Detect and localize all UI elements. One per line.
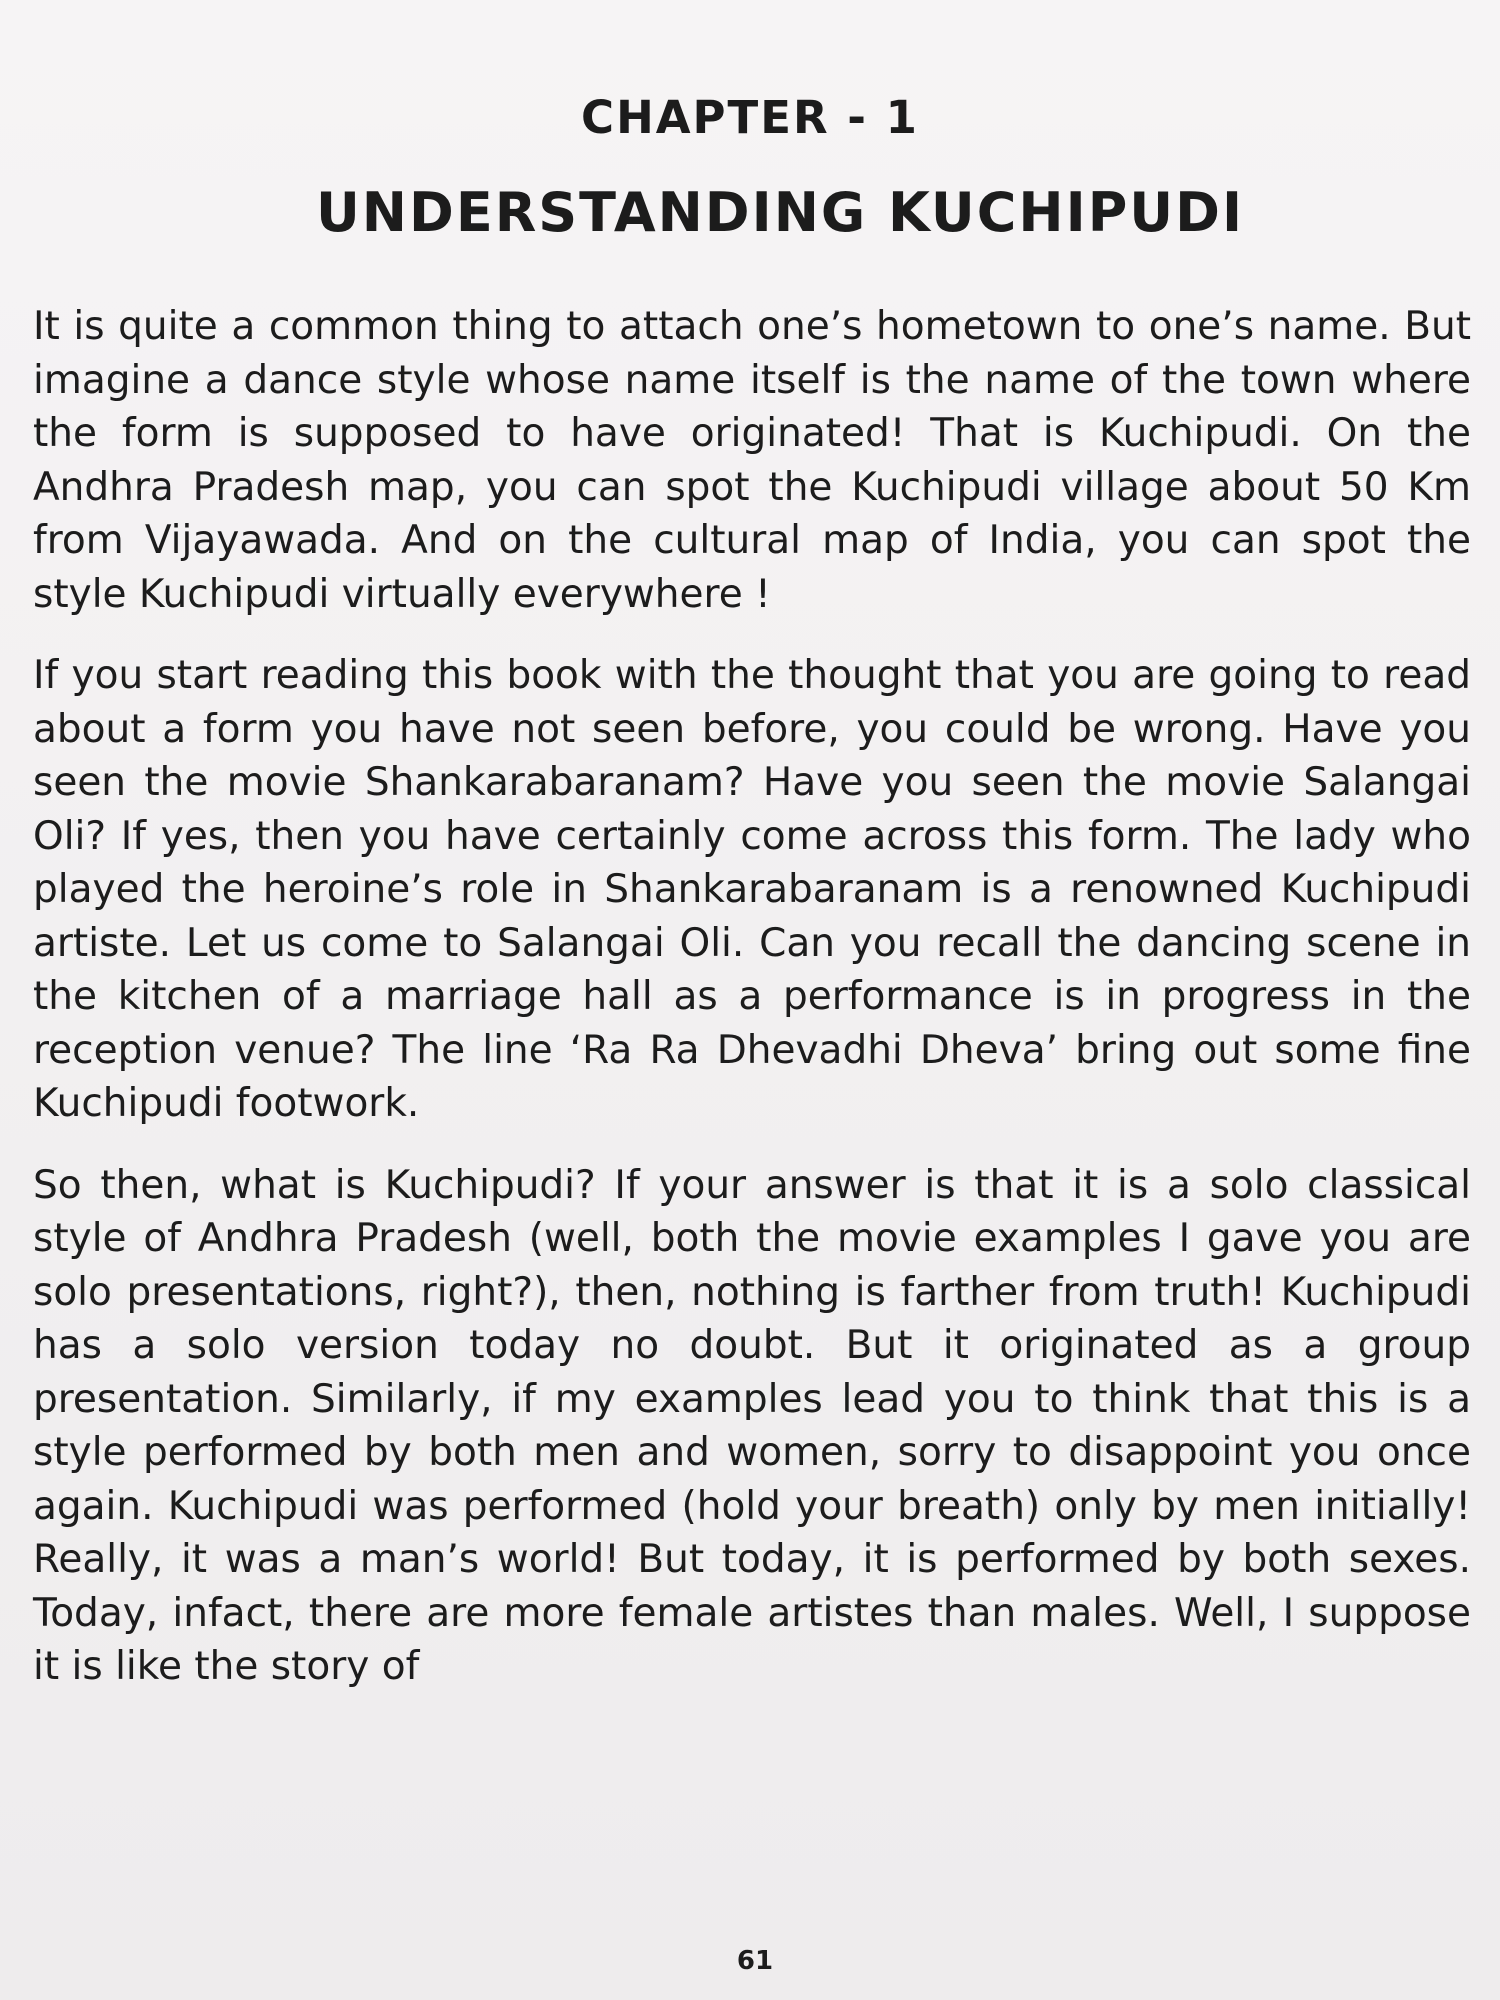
chapter-label: CHAPTER - 1 [581, 91, 919, 144]
paragraph-3: So then, what is Kuchipudi? If your answer is that it is a solo classical style of Andhra Pradesh (well, both the movie examples I gave you are solo presentations, right?), then, nothing is farther from truth! Kuchipudi has a solo version today no doubt. But it originated as a group presentation. Similarly, if my examples lead you to think that this is a style performed by both men and women, sorry to disappoint you once again. Kuchipudi was performed (hold your breath) only by men initially! Really, it was a man’s world! But today, it is performed by both sexes. Today, infact, there are more female artistes than males. Well, I suppose it is like the story of [33, 1162, 1471, 1689]
paragraph-1: It is quite a common thing to attach one’s hometown to one’s name. But imagine a dance style whose name itself is the name of the town where the form is supposed to have originated! That is Kuchipudi. On the Andhra Pradesh map, you can spot the Kuchipudi village about 50 Km from Vijayawada. And on the cultural map of India, you can spot the style Kuchipudi virtually everywhere ! [33, 304, 1471, 617]
chapter-title: UNDERSTANDING KUCHIPUDI [315, 181, 1245, 244]
page-number: 61 [736, 1946, 774, 1976]
paragraph-2: If you start reading this book with the thought that you are going to read about a form you have not seen before, you could be wrong. Have you seen the movie Shankarabaranam? Have you seen the movie Salangai Oli? If yes, then you have certainly come across this form. The lady who played the heroine’s role in Shankarabaranam is a renowned Kuchipudi artiste. Let us come to Salangai Oli. Can you recall the dancing scene in the kitchen of a marriage hall as a performance is in progress in the reception venue? The line ‘Ra Ra Dhevadhi Dheva’ bring out some fine Kuchipudi footwork. [33, 653, 1471, 1126]
body-text [33, 300, 1471, 1722]
